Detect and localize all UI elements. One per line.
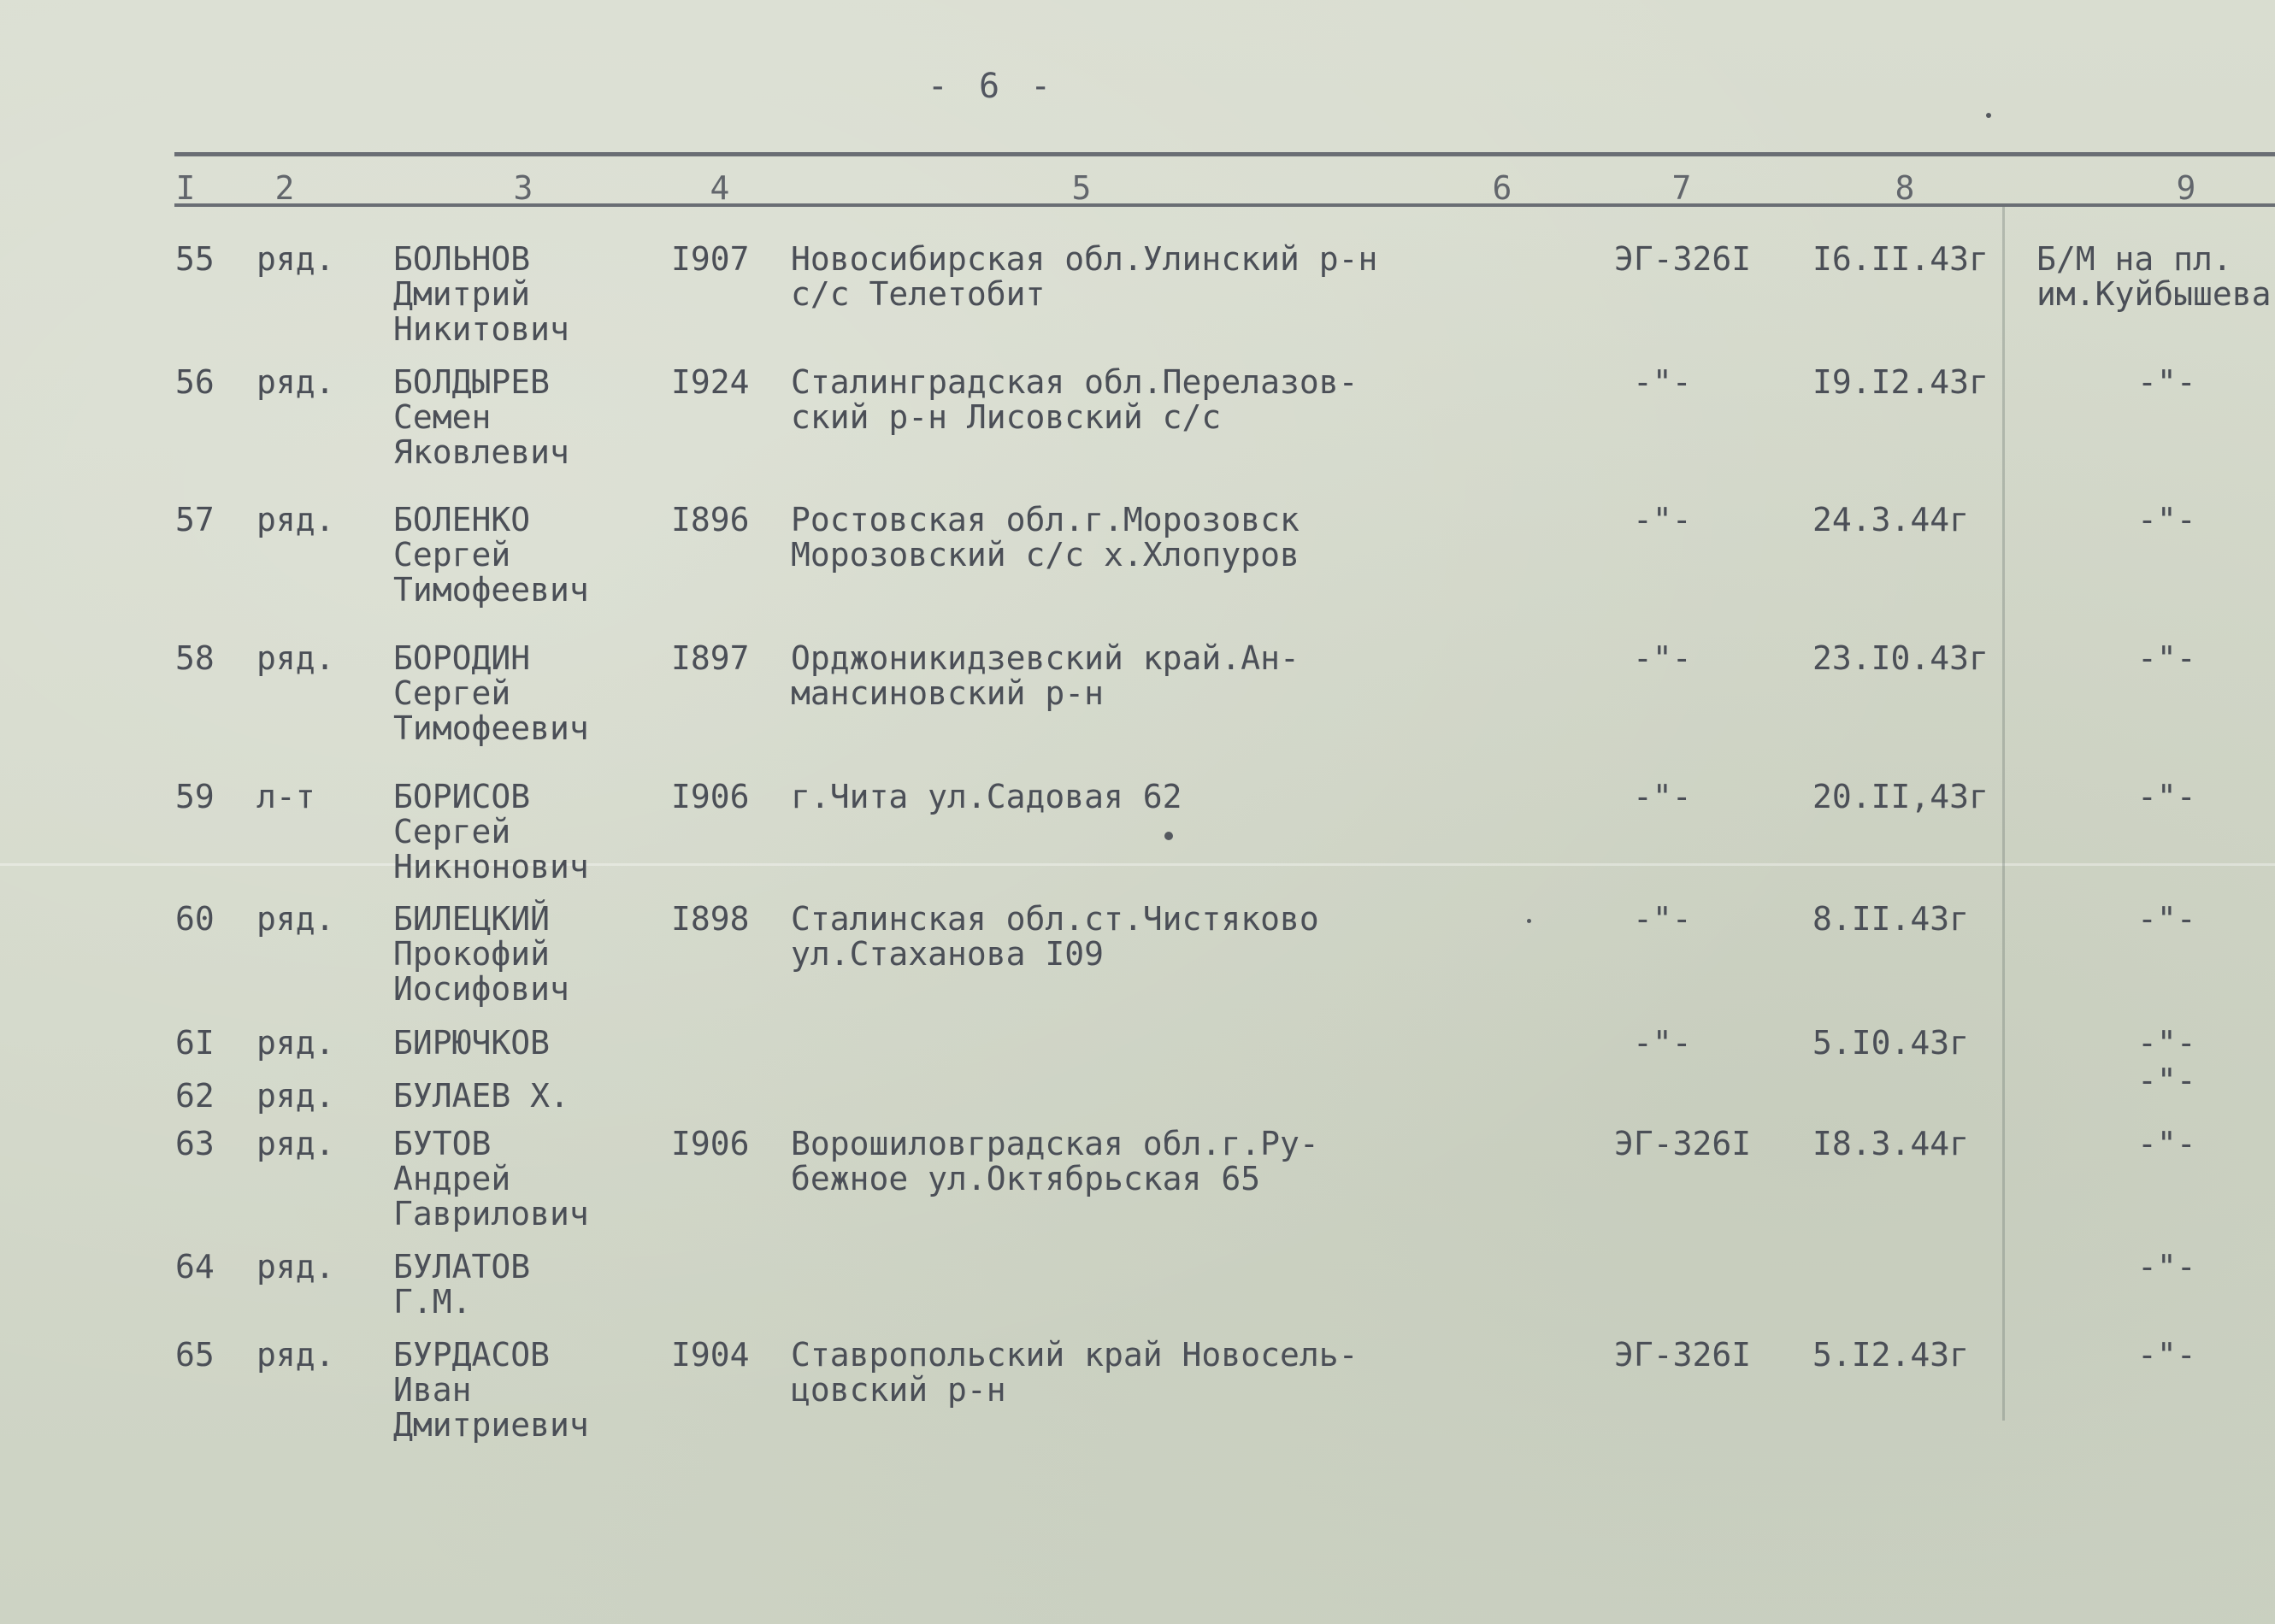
burial-place: -"- xyxy=(2137,1062,2196,1099)
home-address: Ростовская обл.г.Морозовск Морозовский с/с х.Хлопуров xyxy=(791,501,1300,574)
burial-place: -"- xyxy=(2137,1248,2196,1286)
person-name: БОЛДЫРЕВ Семен Яковлевич xyxy=(393,363,569,471)
burial-place: -"- xyxy=(2137,778,2196,815)
rank: ряд. xyxy=(256,900,335,938)
burial-place: -"- xyxy=(2137,900,2196,938)
person-name: БОЛЬНОВ Дмитрий Никитович xyxy=(393,240,569,348)
record-number: 62 xyxy=(175,1077,215,1115)
person-name: БУРДАСОВ Иван Дмитриевич xyxy=(393,1336,589,1444)
column-header-2: 2 xyxy=(274,169,295,207)
unit-code: -"- xyxy=(1633,501,1692,538)
birth-year: I907 xyxy=(671,240,750,278)
ink-speck xyxy=(1986,113,1991,118)
header-rule-top xyxy=(174,152,2275,156)
person-name: БОЛЕНКО Сергей Тимофеевич xyxy=(393,501,589,609)
person-name: БУЛАТОВ Г.М. xyxy=(393,1248,531,1321)
burial-place: Б/М на пл. им.Куйбышева xyxy=(2036,240,2272,313)
record-number: 56 xyxy=(175,363,215,401)
column-header-8: 8 xyxy=(1895,169,1915,207)
person-name: БИЛЕЦКИЙ Прокофий Иосифович xyxy=(393,900,569,1008)
rank: ряд. xyxy=(256,1077,335,1115)
death-date: 20.II,43г xyxy=(1812,778,1989,815)
death-date: 5.I2.43г xyxy=(1812,1336,1970,1374)
rank: ряд. xyxy=(256,639,335,677)
person-name: БОРОДИН Сергей Тимофеевич xyxy=(393,639,589,747)
birth-year: I906 xyxy=(671,778,750,815)
home-address: Сталинская обл.ст.Чистяково ул.Стаханова I09 xyxy=(791,900,1319,973)
birth-year: I896 xyxy=(671,501,750,538)
home-address: г.Чита ул.Садовая 62 xyxy=(791,778,1182,815)
record-number: 55 xyxy=(175,240,215,278)
death-date: I9.I2.43г xyxy=(1812,363,1989,401)
burial-place: -"- xyxy=(2137,363,2196,401)
burial-place: -"- xyxy=(2137,501,2196,538)
rank: ряд. xyxy=(256,363,335,401)
record-number: 59 xyxy=(175,778,215,815)
ink-speck xyxy=(1164,832,1173,840)
unit-code: -"- xyxy=(1633,900,1692,938)
birth-year: I906 xyxy=(671,1125,750,1162)
birth-year: I898 xyxy=(671,900,750,938)
death-date: I8.3.44г xyxy=(1812,1125,1970,1162)
record-number: 63 xyxy=(175,1125,215,1162)
unit-code: -"- xyxy=(1633,363,1692,401)
column-header-6: 6 xyxy=(1492,169,1512,207)
home-address: Сталинградская обл.Перелазов- ский р-н Лисовский с/с xyxy=(791,363,1359,436)
column-header-3: 3 xyxy=(513,169,533,207)
column-header-9: 9 xyxy=(2176,169,2196,207)
person-name: БОРИСОВ Сергей Никнонович xyxy=(393,778,589,886)
ink-speck xyxy=(1527,919,1531,923)
unit-code: -"- xyxy=(1633,778,1692,815)
death-date: 23.I0.43г xyxy=(1812,639,1989,677)
rank: л-т xyxy=(256,778,315,815)
burial-place: -"- xyxy=(2137,639,2196,677)
paper-fold xyxy=(0,863,2275,866)
home-address: Новосибирская обл.Улинский р-н с/с Телетобит xyxy=(791,240,1378,313)
birth-year: I924 xyxy=(671,363,750,401)
column-header-7: 7 xyxy=(1671,169,1692,207)
death-date: 5.I0.43г xyxy=(1812,1024,1970,1062)
person-name: БУЛАЕВ Х. xyxy=(393,1077,569,1115)
rank: ряд. xyxy=(256,1024,335,1062)
page-number: - 6 - xyxy=(927,67,1057,106)
unit-code: -"- xyxy=(1633,639,1692,677)
person-name: БУТОВ Андрей Гаврилович xyxy=(393,1125,589,1233)
burial-place: -"- xyxy=(2137,1024,2196,1062)
record-number: 6I xyxy=(175,1024,215,1062)
death-date: 8.II.43г xyxy=(1812,900,1970,938)
rank: ряд. xyxy=(256,1125,335,1162)
unit-code: ЭГ-326I xyxy=(1614,1125,1752,1162)
unit-code: -"- xyxy=(1633,1024,1692,1062)
column-header-4: 4 xyxy=(710,169,730,207)
birth-year: I904 xyxy=(671,1336,750,1374)
column-header-5: 5 xyxy=(1071,169,1092,207)
home-address: Ставропольский край Новосель- цовский р-н xyxy=(791,1336,1359,1409)
record-number: 65 xyxy=(175,1336,215,1374)
person-name: БИРЮЧКОВ xyxy=(393,1024,551,1062)
header-rule-bottom xyxy=(174,203,2275,207)
rank: ряд. xyxy=(256,240,335,278)
record-number: 58 xyxy=(175,639,215,677)
birth-year: I897 xyxy=(671,639,750,677)
column-divider xyxy=(2002,207,2005,1421)
unit-code: ЭГ-326I xyxy=(1614,1336,1752,1374)
column-header-1: I xyxy=(175,169,196,207)
record-number: 60 xyxy=(175,900,215,938)
rank: ряд. xyxy=(256,501,335,538)
death-date: I6.II.43г xyxy=(1812,240,1989,278)
home-address: Ворошиловградская обл.г.Ру- бежное ул.Октябрьская 65 xyxy=(791,1125,1319,1197)
rank: ряд. xyxy=(256,1248,335,1286)
rank: ряд. xyxy=(256,1336,335,1374)
death-date: 24.3.44г xyxy=(1812,501,1970,538)
burial-place: -"- xyxy=(2137,1336,2196,1374)
burial-place: -"- xyxy=(2137,1125,2196,1162)
record-number: 64 xyxy=(175,1248,215,1286)
home-address: Орджоникидзевский край.Ан- мансиновский р-н xyxy=(791,639,1300,712)
record-number: 57 xyxy=(175,501,215,538)
unit-code: ЭГ-326I xyxy=(1614,240,1752,278)
